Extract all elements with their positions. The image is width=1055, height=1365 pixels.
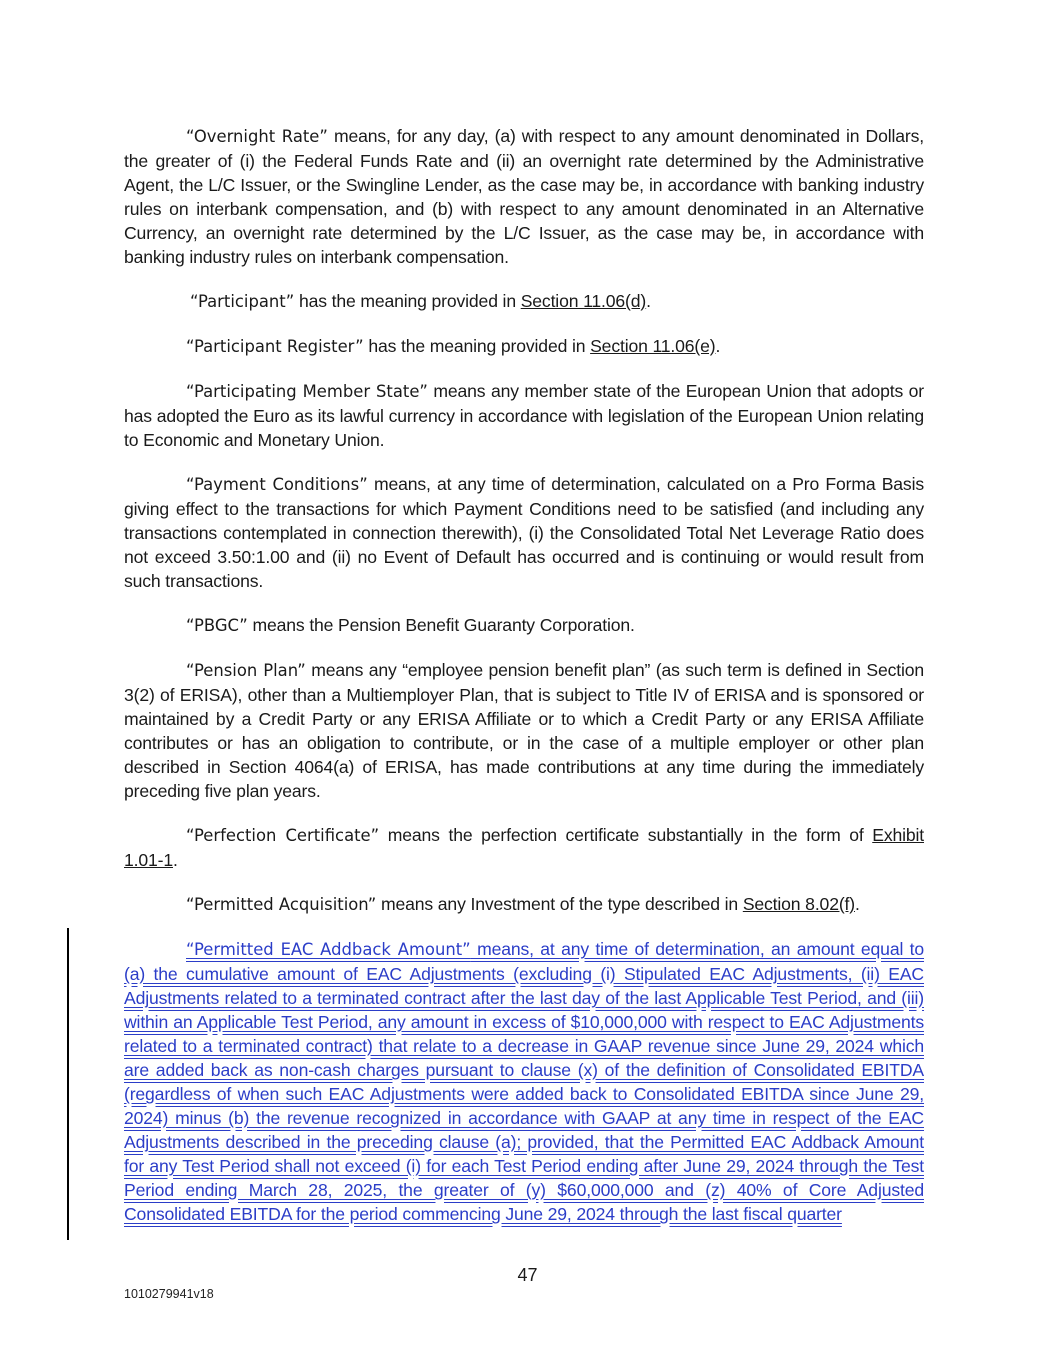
definition-overnight-rate	[124, 124, 924, 269]
punctuation: .	[173, 850, 178, 870]
exhibit-reference-link[interactable]: Exhibit 1.01-1	[124, 825, 924, 870]
defined-term: “Participant”	[190, 292, 295, 311]
definition-text: means, for any day, (a) with respect to any amount denominated in Dollars, the greater of (i) the Federal Funds Rate and (ii) an overnight rate determined by the Administrative Agent, the L/C Issuer, or the Swingline Lender, as the case may be, in accordance with banking industry rules on interbank compensation, and (b) with respect to any amount denominated in an Alternative Currency, an overnight rate determined by the L/C Issuer, as the case may be, in accordance with banking industry rules on interbank compensation.	[124, 126, 924, 267]
page-number: 47	[517, 1265, 538, 1285]
section-reference-link[interactable]: Section 11.06(e)	[590, 336, 716, 356]
section-reference-link[interactable]: Section 8.02(f)	[742, 894, 855, 914]
definition-text: means any member state of the European Union that adopts or has adopted the Euro as its lawful currency in accordance with legislation of the European Union relating to Economic and Monetary Union.	[124, 381, 924, 450]
defined-term: “PBGC”	[186, 616, 248, 635]
definition-text: has the meaning provided in	[294, 291, 521, 311]
punctuation: .	[646, 291, 651, 311]
definition-permitted-eac-addback-amount	[124, 937, 924, 1226]
section-reference-link[interactable]: Section 11.06(d)	[520, 291, 647, 311]
revision-change-bar	[67, 928, 69, 1240]
definition-text: means, at any time of determination, an amount equal to (a) the cumulative amount of EAC Adjustments (excluding (i) Stipulated EAC Adjustments, (ii) EAC Adjustments related to a terminated contract after the last day of the last Applicable Test Period, and (iii) within an Applicable Test Period, any amount in excess of $10,000,000 with respect to EAC Adjustments related to a terminated contract) that relate to a decrease in GAAP revenue since June 29, 2024 which are added back as non-cash charges pursuant to clause (x) of the definition of Consolidated EBITDA (regardless of when such EAC Adjustments were added back to Consolidated EBITDA since June 29, 2024) minus (b) the revenue recognized in accordance with GAAP at any time in respect of the EAC Adjustments described in the preceding clause (a); provided, that the Permitted EAC Addback Amount for any Test Period shall not exceed (i) for each Test Period ending after June 29, 2024 through the Test Period ending March 28, 2025, the greater of (y) $60,000,000 and (z) 40% of Core Adjusted Consolidated EBITDA for the period commencing June 29, 2024 through the last fiscal quarter	[124, 939, 925, 1224]
defined-term: “Permitted Acquisition”	[186, 895, 377, 914]
defined-term: “Participating Member State”	[186, 382, 428, 401]
definition-participating-member-state	[124, 379, 924, 452]
definition-text: means any “employee pension benefit plan” (as such term is defined in Section 3(2) of ERISA), other than a Multiemployer Plan, that is subject to Title IV of ERISA and is sponsored or maintained by a Credit Party or any ERISA Affiliate or to which a Credit Party or any ERISA Affiliate contributes or has an obligation to contribute, or in the case of a multiple employer or other plan described in Section 4064(a) of ERISA, has made contributions at any time during the immediately preceding five plan years.	[124, 660, 924, 801]
defined-term: “Perfection Certificate”	[186, 826, 380, 845]
defined-term: “Payment Conditions”	[186, 475, 368, 494]
document-id: 1010279941v18	[124, 1287, 214, 1301]
definition-participant-register	[124, 334, 924, 359]
punctuation: .	[854, 894, 860, 914]
definition-text: means any Investment of the type described in	[376, 894, 743, 914]
document-body	[124, 124, 924, 1246]
definition-payment-conditions	[124, 472, 924, 593]
definition-participant	[124, 289, 924, 314]
defined-term: “Overnight Rate”	[186, 127, 328, 146]
defined-term: “Permitted EAC Addback Amount”	[186, 940, 471, 959]
defined-term: “Pension Plan”	[186, 661, 306, 680]
definition-text: means the perfection certificate substantially in the form of	[379, 825, 873, 845]
punctuation: .	[715, 336, 721, 356]
definition-pbgc	[124, 613, 924, 638]
definition-perfection-certificate	[124, 823, 924, 872]
definition-text: means, at any time of determination, calculated on a Pro Forma Basis giving effect to the transactions for which Payment Conditions need to be satisfied (and including any transactions contemplated in connection therewith), (i) the Consolidated Total Net Leverage Ratio does not exceed 3.50:1.00 and (ii) no Event of Default has occurred and is continuing or would result from such transactions.	[124, 474, 924, 591]
defined-term: “Participant Register”	[186, 337, 364, 356]
definition-text: means the Pension Benefit Guaranty Corporation.	[247, 615, 635, 635]
definition-text: has the meaning provided in	[363, 336, 591, 356]
definition-pension-plan	[124, 658, 924, 803]
definition-permitted-acquisition	[124, 892, 924, 917]
